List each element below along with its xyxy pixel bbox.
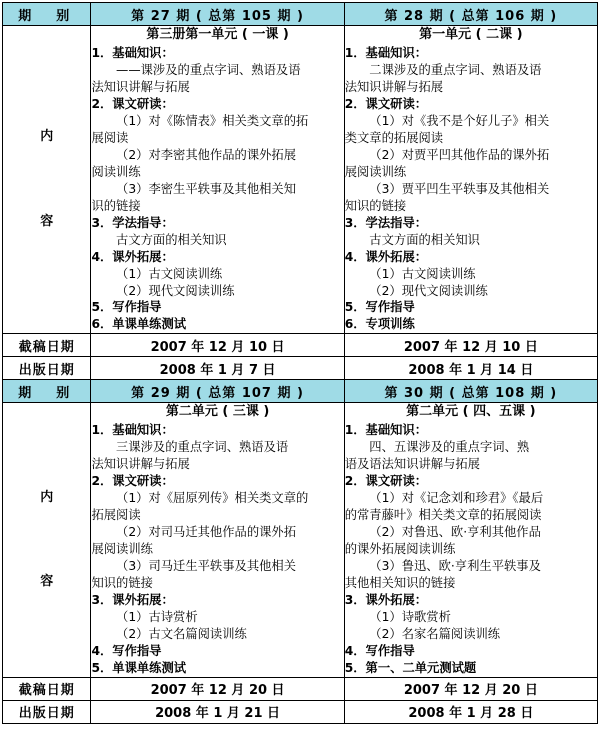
content-line: ——课涉及的重点字词、熟语及语 [116, 62, 301, 77]
content-line: 4．写作指导 [344, 643, 415, 658]
content-lines-30 [345, 422, 597, 677]
row-label-deadline-1: 截稿日期 [3, 334, 91, 357]
content-title-30: 第二单元 ( 四、五课 ) [406, 404, 536, 420]
content-line: 四、五课涉及的重点字词、熟 [369, 440, 530, 455]
content-line: （3）李密生平轶事及其他相关知 [116, 181, 297, 196]
row-label-content-char-2: 容 [40, 213, 54, 229]
row-label-content-char-4: 容 [40, 574, 54, 590]
content-lines-29 [91, 422, 343, 677]
content-line: 识的链接 [91, 198, 141, 213]
content-line: 的课外拓展阅读训练 [344, 542, 456, 557]
publish-27: 2008 年 1 月 7 日 [91, 357, 344, 380]
content-line: 4．课外拓展： [91, 249, 174, 264]
table-row-period-header-1 [3, 3, 598, 26]
content-lines-28 [345, 45, 597, 333]
content-line: 4．写作指导 [91, 643, 162, 658]
row-label-content-1 [3, 26, 91, 334]
content-title-27: 第三册第一单元 ( 一课 ) [146, 27, 289, 42]
table-row-publish-1 [3, 357, 598, 380]
table-row-content-1 [3, 26, 598, 334]
content-line: （1）古诗赏析 [116, 610, 198, 624]
content-line: 类文章的拓展阅读 [344, 130, 444, 145]
publish-28: 2008 年 1 月 14 日 [344, 357, 597, 380]
content-line: （1）对《屈原列传》相关类文章的 [116, 491, 309, 506]
row-label-publish-2: 出版日期 [3, 700, 91, 723]
content-line: 二课涉及的重点字词、熟语及语 [369, 62, 542, 77]
deadline-27: 2007 年 12 月 10 日 [91, 334, 344, 357]
table-row-content-2 [3, 403, 598, 677]
content-cell-30 [344, 403, 597, 677]
row-label-deadline-2: 截稿日期 [3, 677, 91, 700]
content-line: 拓展阅读 [91, 508, 141, 523]
content-line: 2．课文研读： [344, 96, 428, 111]
content-line: 5．单课单练测试 [91, 660, 187, 675]
publication-schedule-table [2, 2, 598, 724]
table-row-period-header-2 [3, 380, 598, 403]
content-title-29: 第二单元 ( 三课 ) [165, 404, 270, 420]
content-line: 5．写作指导 [91, 300, 162, 315]
row-label-content-char-3: 内 [40, 489, 54, 505]
content-lines-27 [91, 45, 343, 333]
period-28: 第 28 期 ( 总第 106 期 ) [344, 3, 597, 26]
content-line: 三课涉及的重点字词、熟语及语 [116, 440, 289, 455]
table-row-deadline-1 [3, 334, 598, 357]
period-29: 第 29 期 ( 总第 107 期 ) [91, 380, 344, 403]
content-line: （1）对《我不是个好儿子》相关 [369, 113, 550, 128]
content-line: 1．基础知识： [91, 423, 174, 438]
content-line: （2）名家名篇阅读训练 [369, 626, 501, 641]
deadline-29: 2007 年 12 月 20 日 [91, 677, 344, 700]
content-line: （2）对李密其他作品的课外拓展 [116, 147, 297, 162]
content-line: 2．课文研读： [344, 474, 428, 489]
content-line: 法知识讲解与拓展 [91, 79, 190, 94]
content-line: 展阅读训练 [344, 164, 407, 179]
content-line: （2）对鲁迅、欧·亨利其他作品 [369, 525, 541, 540]
table-row-deadline-2 [3, 677, 598, 700]
content-line: 展阅读训练 [91, 542, 153, 557]
table-row-publish-2 [3, 700, 598, 723]
row-label-publish-1: 出版日期 [3, 357, 91, 380]
content-line: 1．基础知识： [344, 423, 428, 438]
content-line: 5．写作指导 [344, 300, 415, 315]
content-line: 古文方面的相关知识 [116, 232, 227, 247]
content-line: 语及语法知识讲解与拓展 [344, 457, 480, 472]
content-line: （3）司马迁生平轶事及其他相关 [116, 559, 297, 574]
content-line: （2）现代文阅读训练 [369, 283, 488, 298]
publish-29: 2008 年 1 月 21 日 [91, 700, 344, 723]
content-line: 1．基础知识： [344, 45, 428, 60]
content-line: 1．基础知识： [91, 45, 174, 60]
content-line: （2）对司马迁其他作品的课外拓 [116, 525, 297, 540]
content-line: 知识的链接 [344, 198, 407, 213]
period-30: 第 30 期 ( 总第 108 期 ) [344, 380, 597, 403]
content-line: （1）对《陈情表》相关类文章的拓 [116, 113, 309, 128]
deadline-28: 2007 年 12 月 10 日 [344, 334, 597, 357]
row-label-content-char-1: 内 [40, 129, 54, 145]
content-line: 知识的链接 [91, 576, 153, 591]
content-cell-27 [91, 26, 344, 334]
content-line: 法知识讲解与拓展 [91, 457, 190, 472]
schedule-table-page [0, 2, 600, 751]
content-cell-29 [91, 403, 344, 677]
content-line: （2）现代文阅读训练 [116, 283, 235, 298]
content-line: （2）古文名篇阅读训练 [116, 626, 247, 641]
content-line: 2．课文研读： [91, 474, 174, 489]
content-line: 3．课外拓展： [91, 593, 174, 608]
content-line: 3．学法指导： [91, 215, 174, 230]
row-label-period-2: 期 别 [3, 380, 91, 403]
content-line: 其他相关知识的链接 [344, 576, 456, 591]
content-line: （1）对《记念刘和珍君》《最后 [369, 491, 544, 506]
content-line: 展阅读 [91, 130, 129, 145]
content-line: 的常青藤叶》相关类文章的拓展阅读 [344, 508, 542, 523]
content-line: 6．专项训练 [344, 317, 415, 332]
content-line: （1）古文阅读训练 [116, 266, 223, 281]
publish-30: 2008 年 1 月 28 日 [344, 700, 597, 723]
content-line: （1）诗歌赏析 [369, 610, 451, 624]
row-label-content-2 [3, 403, 91, 677]
period-27: 第 27 期 ( 总第 105 期 ) [91, 3, 344, 26]
content-line: 法知识讲解与拓展 [344, 79, 444, 94]
content-line: 5．第一、二单元测试题 [344, 660, 477, 675]
content-cell-28 [344, 26, 597, 334]
content-line: 4．课外拓展： [344, 249, 428, 264]
content-line: （1）古文阅读训练 [369, 266, 476, 281]
deadline-30: 2007 年 12 月 20 日 [344, 677, 597, 700]
content-line: 阅读训练 [91, 164, 141, 179]
content-line: （3）贾平凹生平轶事及其他相关 [369, 181, 550, 196]
content-title-28: 第一单元 ( 二课 ) [419, 27, 523, 42]
content-line: 2．课文研读： [91, 96, 174, 111]
content-line: 6．单课单练测试 [91, 317, 187, 332]
row-label-period: 期 别 [3, 3, 91, 26]
content-line: 古文方面的相关知识 [369, 232, 480, 247]
content-line: （2）对贾平凹其他作品的课外拓 [369, 147, 550, 162]
content-line: （3）鲁迅、欧·亨利生平轶事及 [369, 559, 541, 574]
content-line: 3．学法指导： [344, 215, 428, 230]
content-line: 3．课外拓展： [344, 593, 428, 608]
